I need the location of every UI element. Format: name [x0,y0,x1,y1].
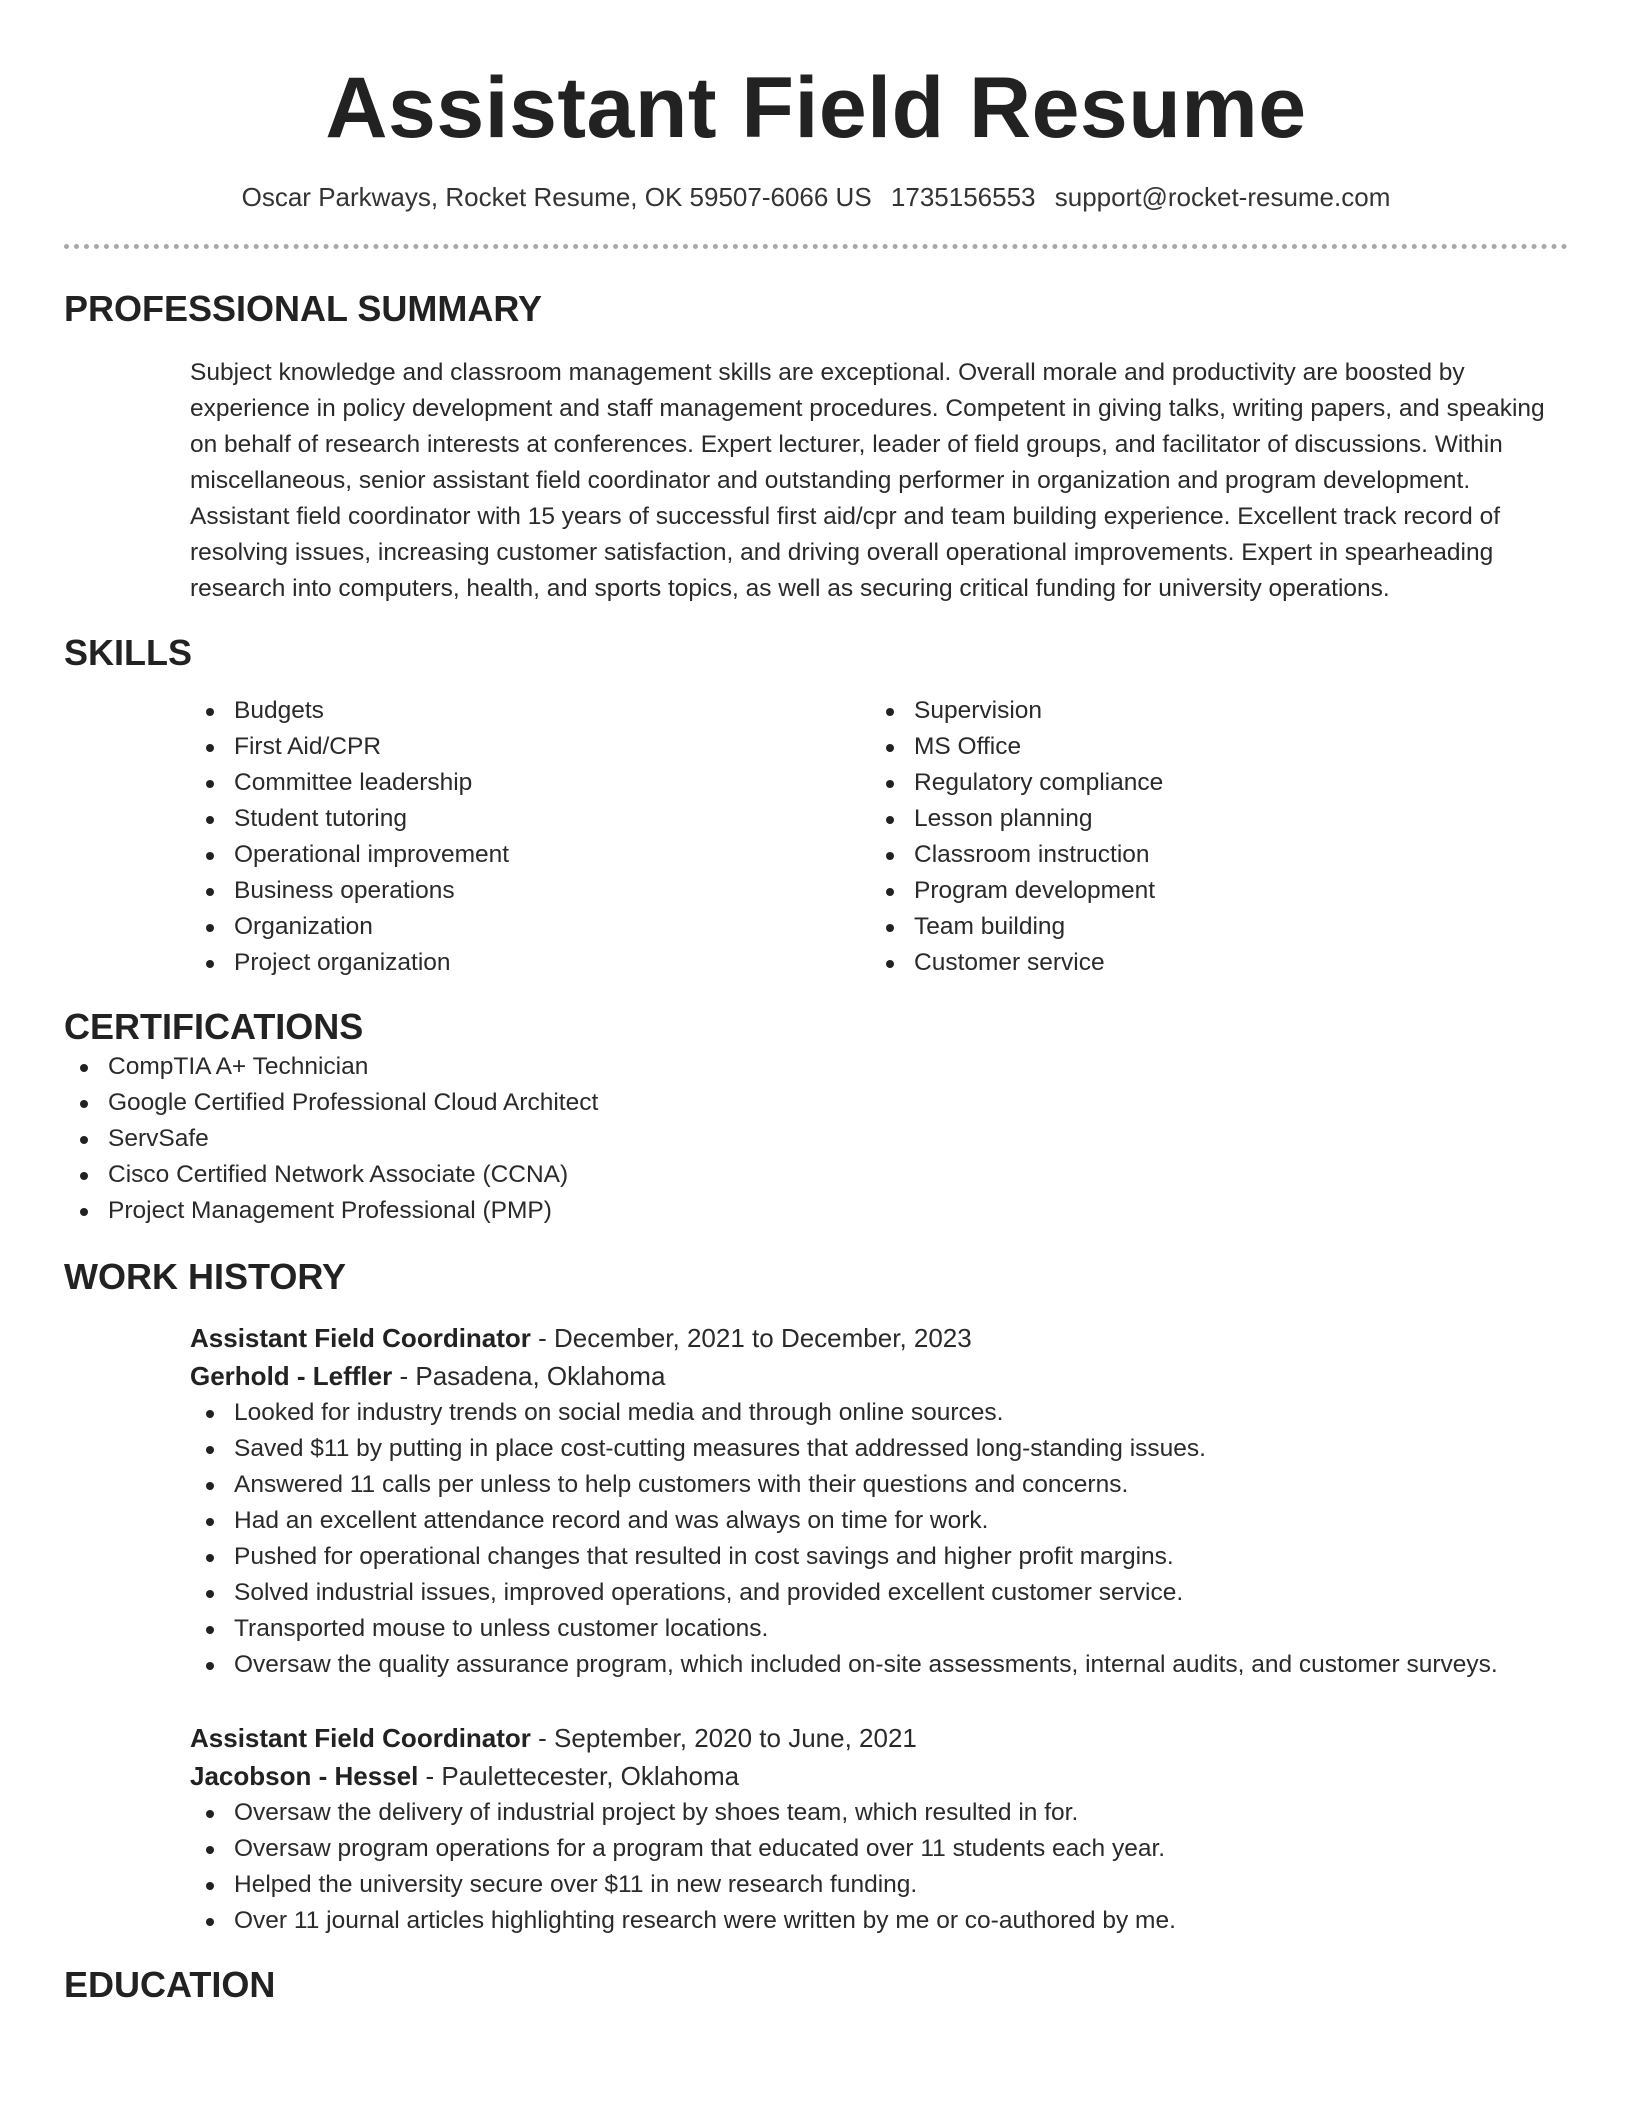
education-section [64,1963,1568,2007]
skills-columns [190,693,1568,981]
header-divider [64,244,1568,249]
job-location: - Paulettecester, Oklahoma [418,1761,740,1791]
job-title: Assistant Field Coordinator [190,1323,531,1353]
skill-item: Customer service [870,945,1550,981]
job-bullet: Saved $11 by putting in place cost-cutting measures that addressed long-standing issues. [190,1431,1568,1467]
job-bullet: Answered 11 calls per unless to help customers with their questions and concerns. [190,1467,1568,1503]
resume-page [64,0,1568,2007]
work-history-section [64,1255,1568,1939]
skill-item: Committee leadership [190,765,870,801]
job-bullet: Had an excellent attendance record and was always on time for work. [190,1503,1568,1539]
certification-item: Cisco Certified Network Associate (CCNA) [64,1157,1568,1193]
job-bullet: Oversaw the delivery of industrial project by shoes team, which resulted in for. [190,1795,1568,1831]
certification-item: Google Certified Professional Cloud Architect [64,1085,1568,1121]
certification-item: ServSafe [64,1121,1568,1157]
skills-heading: SKILLS [64,632,193,673]
job-dates: - September, 2020 to June, 2021 [530,1723,917,1753]
skill-item: Classroom instruction [870,837,1550,873]
certifications-heading: CERTIFICATIONS [64,1006,364,1047]
skill-item: Operational improvement [190,837,870,873]
job-dates: - December, 2021 to December, 2023 [530,1323,972,1353]
skills-column-right [870,693,1550,981]
resume-title: Assistant Field Resume [325,60,1307,156]
work-history-heading: WORK HISTORY [64,1256,347,1297]
certifications-list [64,1049,1568,1229]
skill-item: Organization [190,909,870,945]
job-bullets [190,1395,1568,1683]
job-title: Assistant Field Coordinator [190,1723,531,1753]
job-bullet: Oversaw program operations for a program that educated over 11 students each year. [190,1831,1568,1867]
skill-item: Budgets [190,693,870,729]
job-entry [190,1319,1568,1683]
job-company: Jacobson - Hessel [190,1761,419,1791]
job-company-line [190,1357,1568,1395]
job-bullet: Transported mouse to unless customer locations. [190,1611,1568,1647]
job-bullet: Helped the university secure over $11 in new research funding. [190,1867,1568,1903]
skill-item: First Aid/CPR [190,729,870,765]
skill-item: Student tutoring [190,801,870,837]
job-entry [190,1719,1568,1939]
summary-heading: PROFESSIONAL SUMMARY [64,288,543,329]
job-title-line [190,1319,1568,1357]
skill-item: Project organization [190,945,870,981]
contact-phone: 1735156553 [890,182,1036,212]
skill-item: MS Office [870,729,1550,765]
skill-item: Team building [870,909,1550,945]
skill-item: Regulatory compliance [870,765,1550,801]
skill-item: Supervision [870,693,1550,729]
job-bullet: Looked for industry trends on social media and through online sources. [190,1395,1568,1431]
skill-item: Program development [870,873,1550,909]
summary-text: Subject knowledge and classroom management skills are exceptional. Overall morale and productivity are boosted by experience in policy development and staff management procedures. Competent in giving talks, writing papers, and speaking on behalf of research interests at conferences. Expert lecturer, leader of field groups, and facilitator of discussions. Within miscellaneous, senior assistant field coordinator and outstanding performer in organization and program development. Assistant field coordinator with 15 years of successful first aid/cpr and team building experience. Excellent track record of resolving issues, increasing customer satisfaction, and driving overall operational improvements. Expert in spearheading research into computers, health, and sports topics, as well as securing critical funding for university operations. [190,359,1545,602]
job-company-line [190,1757,1568,1795]
job-bullets [190,1795,1568,1939]
certifications-section [64,1005,1568,1229]
skill-item: Business operations [190,873,870,909]
job-bullet: Oversaw the quality assurance program, which included on-site assessments, internal audits, and customer surveys. [190,1647,1568,1683]
certification-item: CompTIA A+ Technician [64,1049,1568,1085]
job-bullet: Over 11 journal articles highlighting research were written by me or co-authored by me. [190,1903,1568,1939]
job-location: - Pasadena, Oklahoma [392,1361,666,1391]
summary-section [64,287,1568,607]
education-heading: EDUCATION [64,1964,276,2005]
job-bullet: Solved industrial issues, improved operations, and provided excellent customer service. [190,1575,1568,1611]
skill-item: Lesson planning [870,801,1550,837]
contact-line [64,180,1568,214]
job-company: Gerhold - Leffler [190,1361,393,1391]
skills-column-left [190,693,870,981]
certification-item: Project Management Professional (PMP) [64,1193,1568,1229]
contact-email: support@rocket-resume.com [1054,182,1391,212]
contact-address: Oscar Parkways, Rocket Resume, OK 59507-6066 US [241,182,872,212]
job-bullet: Pushed for operational changes that resulted in cost savings and higher profit margins. [190,1539,1568,1575]
skills-section [64,631,1568,981]
job-title-line [190,1719,1568,1757]
